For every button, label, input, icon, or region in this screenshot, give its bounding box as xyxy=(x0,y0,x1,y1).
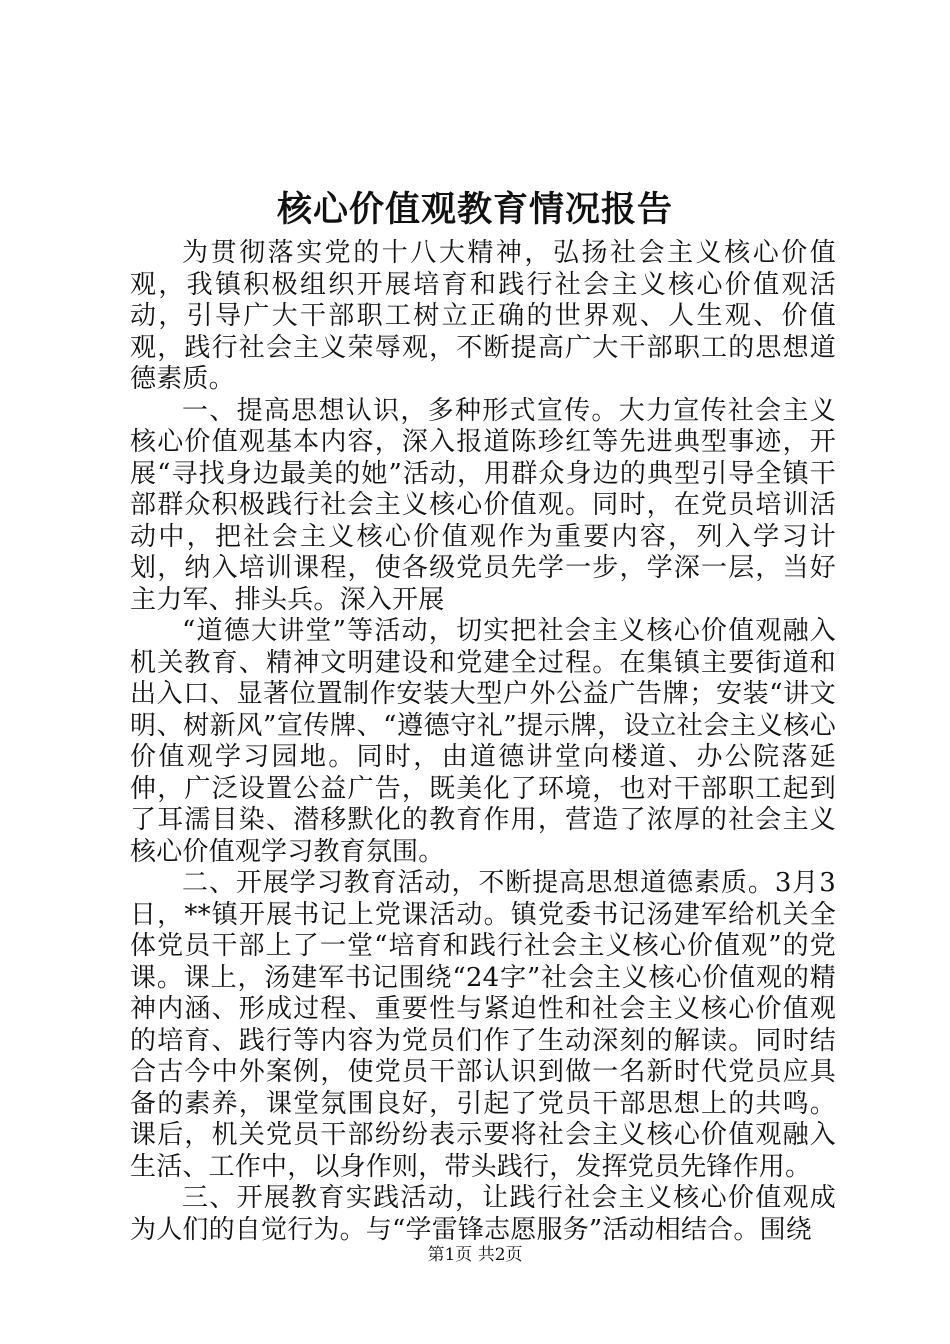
paragraph-section-one-continued: “道德大讲堂”等活动，切实把社会主义核心价值观融入机关教育、精神文明建设和党建全过程。在集镇主要街道和出入口、显著位置制作安装大型户外公益广告牌；安装“讲文明、树新风”宣传牌、“遵德守礼”提示牌，设立社会主义核心价值观学习园地。同时，由道德讲堂向楼道、办公院落延伸，广泛设置公益广告，既美化了环境，也对干部职工起到了耳濡目染、潜移默化的教育作用，营造了浓厚的社会主义核心价值观学习教育氛围。 xyxy=(130,616,836,867)
paragraph-section-one: 一、提高思想认识，多种形式宣传。大力宣传社会主义核心价值观基本内容，深入报道陈珍红等先进典型事迹，开展“寻找身边最美的她”活动，用群众身边的典型引导全镇干部群众积极践行社会主义核心价值观。同时，在党员培训活动中，把社会主义核心价值观作为重要内容，列入学习计划，纳入培训课程，使各级党员先学一步，学深一层，当好主力军、排头兵。深入开展 xyxy=(130,395,836,615)
document-title: 核心价值观教育情况报告 xyxy=(276,189,673,230)
paragraph-section-three: 三、开展教育实践活动，让践行社会主义核心价值观成为人们的自觉行为。与“学雷锋志愿服务”活动相结合。围绕 xyxy=(130,1183,836,1245)
paragraph-intro: 为贯彻落实党的十八大精神，弘扬社会主义核心价值观，我镇积极组织开展培育和践行社会主义核心价值观活动，引导广大干部职工树立正确的世界观、人生观、价值观，践行社会主义荣辱观，不断提高广大干部职工的思想道德素质。 xyxy=(130,238,836,394)
paragraph-section-two: 二、开展学习教育活动，不断提高思想道德素质。3月3日，**镇开展书记上党课活动。镇党委书记汤建军给机关全体党员干部上了一堂“培育和践行社会主义核心价值观”的党课。课上，汤建军书记围绕“24字”社会主义核心价值观的精神内涵、形成过程、重要性与紧迫性和社会主义核心价值观的培育、践行等内容为党员们作了生动深刻的解读。同时结合古今中外案例，使党员干部认识到做一名新时代党员应具备的素养，课堂氛围良好，引起了党员干部思想上的共鸣。课后，机关党员干部纷纷表示要将社会主义核心价值观融入生活、工作中，以身作则，带头践行，发挥党员先锋作用。 xyxy=(130,868,836,1182)
document-body xyxy=(130,238,836,1246)
page-number-footer: 第1页 共2页 xyxy=(427,1245,523,1265)
